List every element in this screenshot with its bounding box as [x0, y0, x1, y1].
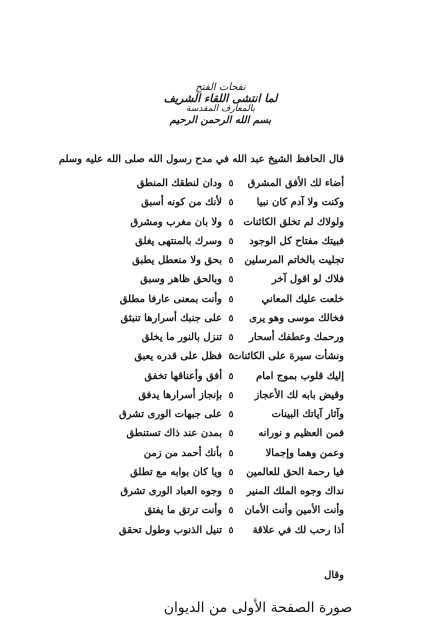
verse-divider-marker: ٥	[228, 256, 234, 266]
verse-first-hemistich: نداك وجوه الملك المنير	[246, 486, 344, 497]
verse-second-hemistich: بمدن عند ذاك تستنطق	[126, 428, 222, 440]
verse-row	[118, 465, 344, 484]
intro-line: قال الحافظ الشيخ عبد الله في مدح رسول الله صلى الله عليه وسلم	[58, 154, 344, 165]
verse-divider-marker: ٥	[228, 333, 234, 343]
verse-divider-marker: ٥	[228, 198, 234, 209]
closing-word: وقال	[324, 570, 344, 581]
verse-first-hemistich: وآثار آياتك البينات	[271, 409, 344, 420]
verse-first-hemistich: فبيتك مفتاح كل الوجود	[249, 235, 344, 247]
verse-row	[118, 426, 344, 445]
verse-first-hemistich: فلاك لو اقول آخر	[271, 274, 344, 286]
verse-second-hemistich: بإنجاز أسرارها يدفق	[138, 389, 222, 401]
header-line: بالمعارف المقدسة	[186, 104, 255, 114]
verse-row	[118, 311, 344, 330]
verse-divider-marker: ٥	[228, 275, 234, 286]
verse-second-hemistich: لأنك من كونه أسبق	[141, 197, 222, 209]
verse-first-hemistich: وأنت الأمين وأنت الأمان	[244, 505, 344, 517]
verse-row	[118, 253, 344, 272]
verse-divider-marker: ٥	[228, 410, 234, 420]
verse-first-hemistich: أذا رحب لك في علاقة	[252, 524, 344, 536]
verse-divider-marker: ٥	[228, 179, 234, 189]
verse-first-hemistich: تجليت بالخاتم المرسلين	[244, 255, 344, 266]
verse-second-hemistich: أفق وأعناقها تخفق	[144, 370, 222, 382]
verse-first-hemistich: فخالك موسى وهو يرى	[249, 312, 344, 324]
verse-first-hemistich: وعمن وهما وإجمالا	[265, 447, 344, 459]
verse-divider-marker: ٥	[228, 352, 234, 363]
verse-row	[118, 195, 344, 214]
verse-row	[118, 369, 344, 388]
verse-second-hemistich: وبالحق ظاهر وسبق	[140, 274, 222, 286]
verse-second-hemistich: بحق ولا منعطل يطبق	[132, 255, 222, 266]
verse-second-hemistich: وجوه العباد الورى تشرق	[120, 486, 222, 497]
verse-divider-marker: ٥	[228, 467, 234, 478]
verse-second-hemistich: وأنت ترتق ما يفتق	[144, 505, 222, 517]
verse-first-hemistich: فيا رحمة الحق للعالمين	[246, 466, 344, 478]
verse-row	[118, 407, 344, 426]
manuscript-header	[118, 82, 323, 162]
verse-list	[118, 176, 344, 542]
verse-row	[118, 503, 344, 522]
verse-divider-marker: ٥	[228, 313, 234, 324]
verse-row	[118, 234, 344, 253]
verse-divider-marker: ٥	[228, 217, 234, 228]
header-line: نفحات الفتح	[195, 82, 246, 93]
verse-divider-marker: ٥	[228, 487, 234, 497]
verse-second-hemistich: فظل على قدره يعبق	[134, 351, 222, 363]
verse-row	[118, 330, 344, 349]
verse-row	[118, 388, 344, 407]
verse-first-hemistich: وكنت ولا آدم كان نبيا	[256, 197, 344, 209]
verse-first-hemistich: ونشأت سيرة على الكائنات	[232, 351, 344, 363]
verse-divider-marker: ٥	[228, 236, 234, 247]
verse-second-hemistich: وأنت بمعنى عارفا مطلق	[119, 293, 222, 305]
basmala-line: بسم الله الرحمن الرحيم	[169, 115, 272, 126]
verse-second-hemistich: على جبهات الورى تشرق	[119, 409, 222, 420]
verse-row	[118, 349, 344, 368]
verse-row	[118, 176, 344, 195]
verse-divider-marker: ٥	[228, 371, 234, 382]
verse-second-hemistich: وسرك بالمنتهى يغلق	[135, 235, 222, 247]
verse-row	[118, 484, 344, 503]
verse-divider-marker: ٥	[228, 294, 234, 305]
verse-second-hemistich: بأنك أحمد من زمن	[143, 447, 222, 459]
verse-first-hemistich: وقيض بابه لك الأعجاز	[254, 389, 344, 401]
header-line: لما انتشى اللقاء الشريف	[163, 92, 278, 105]
page-caption: صورة الصفحة الأولى من الديوان	[163, 600, 353, 616]
verse-second-hemistich: تنزل بالنور ما يخلق	[141, 332, 222, 343]
verse-row	[118, 215, 344, 234]
verse-row	[118, 292, 344, 311]
verse-first-hemistich: أضاء لك الأفق المشرق	[247, 178, 344, 189]
verse-row	[118, 523, 344, 542]
verse-first-hemistich: إليك قلوب بموج امام	[256, 370, 344, 382]
verse-second-hemistich: ولا بان مغرب ومشرق	[130, 216, 222, 228]
verse-first-hemistich: ورحمك وعطفك أسحار	[249, 332, 344, 343]
verse-second-hemistich: ويا كان بوابه مع تطلق	[130, 466, 222, 478]
verse-divider-marker: ٥	[228, 525, 234, 536]
verse-row	[118, 272, 344, 291]
verse-first-hemistich: خلعت عليك المعاني	[261, 293, 344, 305]
verse-first-hemistich: ولولاك لم تخلق الكائنات	[243, 216, 344, 228]
verse-first-hemistich: فمن العظيم و نورانه	[258, 428, 344, 440]
verse-divider-marker: ٥	[228, 429, 234, 440]
verse-divider-marker: ٥	[228, 448, 234, 459]
verse-second-hemistich: ودان لنطقك المنطق	[136, 178, 222, 189]
verse-second-hemistich: على جنبك أسرارها تنبثق	[120, 312, 222, 324]
verse-divider-marker: ٥	[228, 506, 234, 517]
verse-second-hemistich: تنيل الذنوب وطول تحقق	[118, 524, 222, 536]
verse-divider-marker: ٥	[228, 390, 234, 401]
verse-row	[118, 446, 344, 465]
